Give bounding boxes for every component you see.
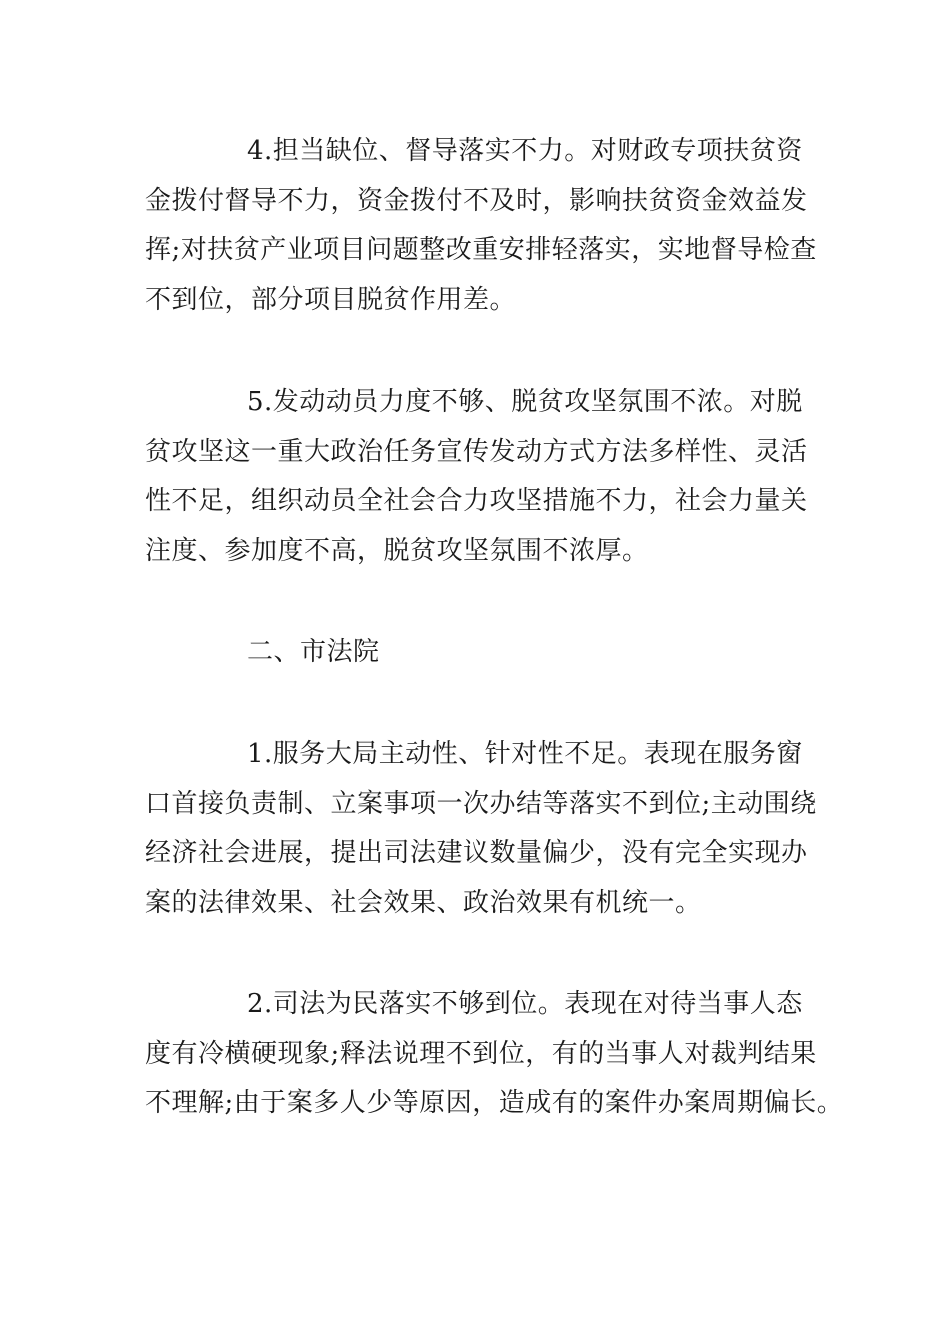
paragraph-line: 金拨付督导不力，资金拨付不及时，影响扶贫资金效益发 [145, 185, 808, 216]
paragraph-line: 挥;对扶贫产业项目问题整改重安排轻落实，实地督导检查 [145, 235, 817, 265]
paragraph-line: 口首接负责制、立案事项一次办结等落实不到位;主动围绕 [145, 788, 817, 819]
paragraph-line: 度有冷横硬现象;释法说理不到位，有的当事人对裁判结果 [145, 1038, 817, 1069]
paragraph-5-mobilization [145, 378, 825, 576]
paragraph-line: 注度、参加度不高，脱贫攻坚氛围不浓厚。 [145, 535, 649, 566]
paragraph-line: 经济社会进展，提出司法建议数量偏少，没有完全实现办 [145, 838, 808, 868]
paragraph-1-service [145, 730, 825, 928]
paragraph-line: 4.担当缺位、督导落实不力。对财政专项扶贫资 [247, 136, 803, 166]
paragraph-line: 1.服务大局主动性、针对性不足。表现在服务窗 [247, 739, 803, 769]
paragraph-line: 2.司法为民落实不够到位。表现在对待当事人态 [247, 989, 803, 1019]
paragraph-line: 贫攻坚这一重大政治任务宣传发动方式方法多样性、灵活 [145, 436, 808, 467]
section-heading-court [145, 628, 825, 678]
paragraph-line: 5.发动动员力度不够、脱贫攻坚氛围不浓。对脱 [247, 387, 803, 417]
paragraph-line: 不到位，部分项目脱贫作用差。 [145, 284, 517, 315]
paragraph-line: 案的法律效果、社会效果、政治效果有机统一。 [145, 887, 702, 918]
paragraph-4-accountability [145, 127, 825, 325]
paragraph-line: 不理解;由于案多人少等原因，造成有的案件办案周期偏长。 [145, 1088, 844, 1118]
paragraph-2-justice [145, 980, 844, 1129]
section-heading: 二、市法院 [247, 637, 380, 667]
paragraph-line: 性不足，组织动员全社会合力攻坚措施不力，社会力量关 [145, 486, 808, 516]
